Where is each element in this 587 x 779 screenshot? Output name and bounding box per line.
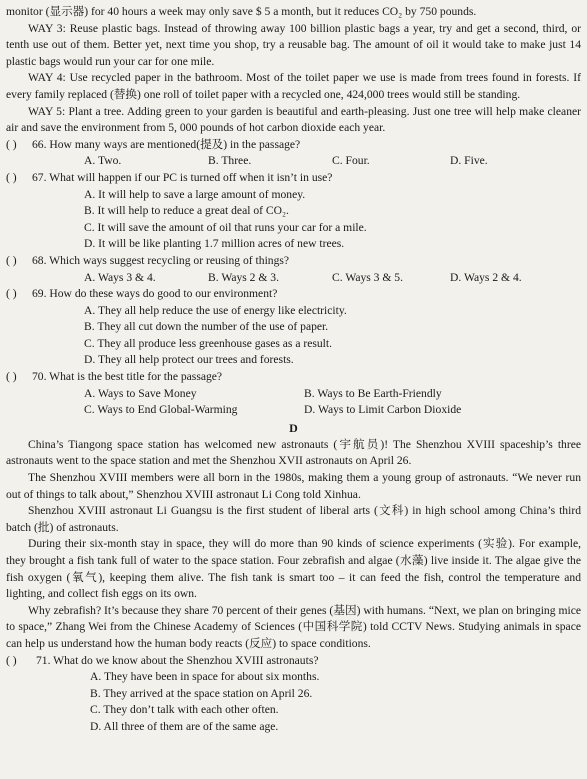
answer-blank: ( ) <box>6 287 17 301</box>
passage-d-paragraph-4: During their six-month stay in space, they will do more than 90 kinds of science experiments (实验). For example, they brought a fish tank full of water to the space station. Four zebrafish and algae (水藻) live inside it. The algae give the fish oxygen (氧气), keeping them alive. The fish tank is smart too – it can feed the fish, control the temperature and lighting, and collect fish eggs on its own. <box>6 537 581 601</box>
option-c: C. Ways 3 & 5. <box>332 270 403 284</box>
option-a: A. They have been in space for about six months. <box>90 670 320 684</box>
question-66-options <box>6 153 581 170</box>
option-a: A. Two. <box>84 154 122 168</box>
option-a: A. They all help reduce the use of energy like electricity. <box>84 303 347 317</box>
option-b: B. Ways 2 & 3. <box>208 270 279 284</box>
option-d: D. It will be like planting 1.7 million acres of new trees. <box>84 237 345 251</box>
question-70-options-row1 <box>6 386 581 403</box>
answer-blank: ( ) <box>6 170 17 184</box>
question-stem: 69. How do these ways do good to our environment? <box>32 287 278 301</box>
passage-d-paragraph-3: Shenzhou XVIII astronaut Li Guangsu is the first student of liberal arts (文科) in high school among China’s third batch (批) of astronauts. <box>6 504 581 534</box>
option-a: A. It will help to save a large amount of money. <box>84 187 306 201</box>
option-c: C. They don’t talk with each other often. <box>90 703 279 717</box>
question-71 <box>6 653 581 670</box>
question-stem: 67. What will happen if our PC is turned off when it isn’t in use? <box>32 170 333 184</box>
question-70 <box>6 369 581 386</box>
question-stem: 71. What do we know about the Shenzhou XVIII astronauts? <box>36 653 319 667</box>
option-b: B. It will help to reduce a great deal of CO₂. <box>84 204 289 218</box>
option-c: C. They all produce less greenhouse gases as a result. <box>84 336 333 350</box>
option-c: C. It will save the amount of oil that runs your car for a mile. <box>84 220 367 234</box>
passage-d-paragraph-1: China’s Tiangong space station has welcomed new astronauts (宇航员)! The Shenzhou XVIII spaceship’s three astronauts went to the space station and met the Shenzhou XVII astronauts on April 26. <box>6 437 581 468</box>
option-c: C. Ways to End Global-Warming <box>84 403 238 417</box>
passage-d-paragraph-5: Why zebrafish? It’s because they share 70 percent of their genes (基因) with humans. “Next, we plan on bringing mice to space,” Zhang Wei from the Chinese Academy of Sciences (中国科学院) told CCTV News. Studying animals in space can help us understand how the human body reacts (反应) to space conditions. <box>6 603 581 650</box>
question-68 <box>6 253 581 270</box>
question-stem: 68. Which ways suggest recycling or reusing of things? <box>32 253 290 267</box>
question-stem: 70. What is the best title for the passage? <box>32 370 223 384</box>
answer-blank: ( ) <box>6 370 17 384</box>
question-67 <box>6 170 581 187</box>
question-69 <box>6 286 581 303</box>
way3-paragraph: WAY 3: Reuse plastic bags. Instead of throwing away 100 billion plastic bags a year, try and get a second, third, or tenth use out of them. Better yet, next time you shop, try a reusable bag. The amount of oil it would take to make just 14 plastic bags would run your car for one mile. <box>6 21 581 68</box>
option-d: D. All three of them are of the same age. <box>90 719 279 733</box>
option-d: D. They all help protect our trees and forests. <box>84 353 294 367</box>
option-b: B. Three. <box>208 154 252 168</box>
question-68-options <box>6 270 581 287</box>
option-b: B. They arrived at the space station on April 26. <box>90 686 313 700</box>
question-70-options-row2 <box>6 402 581 419</box>
answer-blank: ( ) <box>6 653 17 667</box>
option-b: B. Ways to Be Earth-Friendly <box>304 386 442 400</box>
way5-paragraph: WAY 5: Plant a tree. Adding green to your garden is beautiful and earth-pleasing. Just one tree will help make cleaner air and save the environment from 5, 000 pounds of hot carbon dioxide each year. <box>6 104 581 135</box>
answer-blank: ( ) <box>6 253 17 267</box>
option-d: D. Ways 2 & 4. <box>450 270 522 284</box>
option-d: D. Ways to Limit Carbon Dioxide <box>304 403 462 417</box>
option-a: A. Ways to Save Money <box>84 386 197 400</box>
option-b: B. They all cut down the number of the use of paper. <box>84 320 329 334</box>
way4-paragraph: WAY 4: Use recycled paper in the bathroom. Most of the toilet paper we use is made from trees found in forests. If every family replaced (替换) one roll of toilet paper with a recycled one, 424,000 trees would still be standing. <box>6 71 581 101</box>
question-66 <box>6 137 581 154</box>
option-c: C. Four. <box>332 154 370 168</box>
answer-blank: ( ) <box>6 137 17 151</box>
question-stem: 66. How many ways are mentioned(提及) in the passage? <box>32 137 301 151</box>
option-a: A. Ways 3 & 4. <box>84 270 156 284</box>
option-d: D. Five. <box>450 154 488 168</box>
way2-continued-line: monitor (显示器) for 40 hours a week may only save $ 5 a month, but it reduces CO₂ by 750 pounds. <box>6 5 477 18</box>
passage-d-paragraph-2: The Shenzhou XVIII members were all born in the 1980s, making them a young group of astronauts. “We never run out of things to talk about,” Shenzhou XVIII astronaut Li Cong told Xinhua. <box>6 471 581 501</box>
section-heading: D <box>289 420 298 435</box>
